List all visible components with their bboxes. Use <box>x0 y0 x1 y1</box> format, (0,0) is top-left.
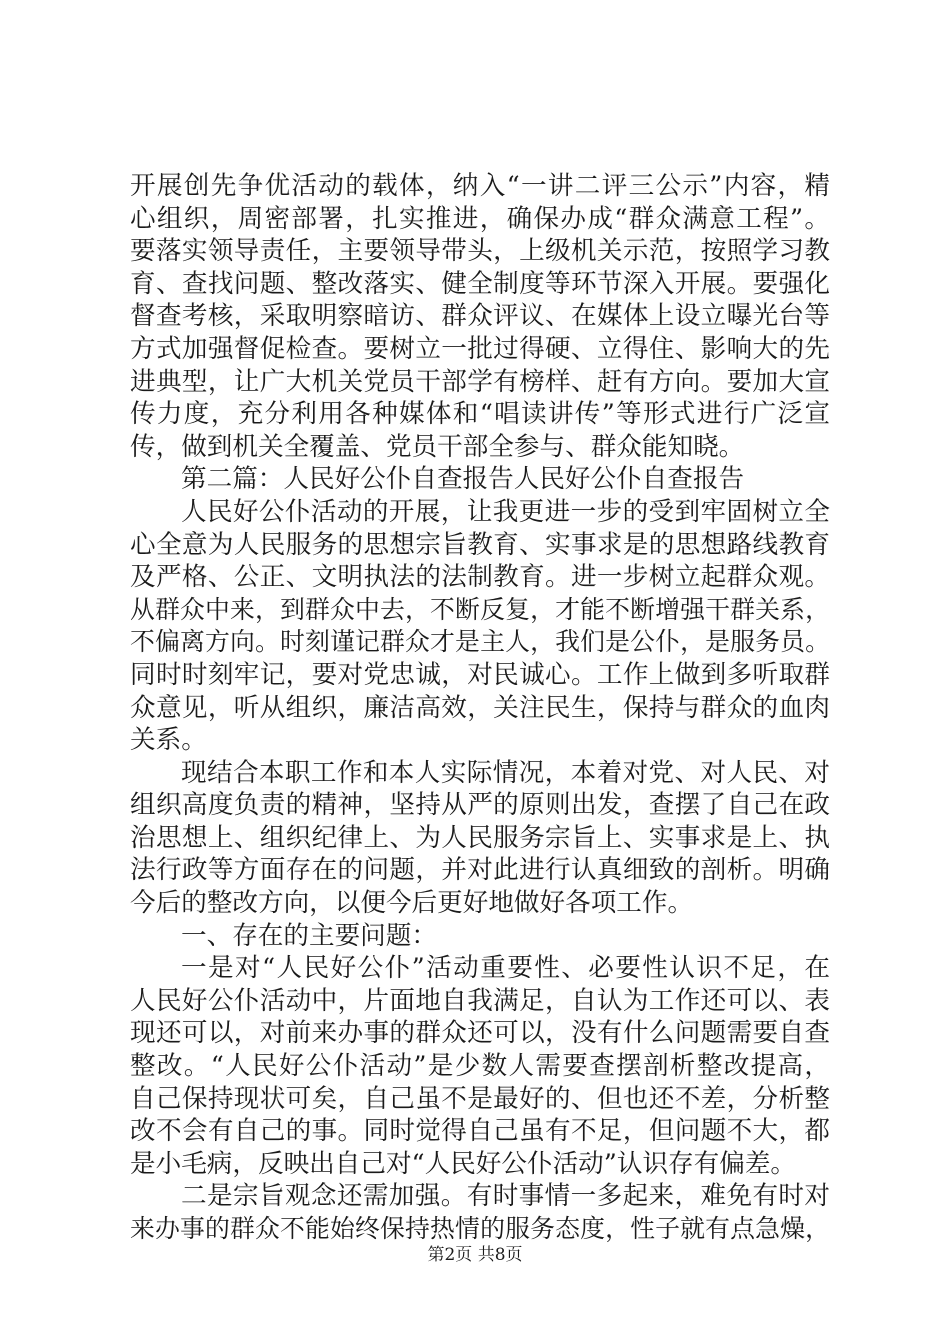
text-line: 从群众中来，到群众中去，不断反复，才能不断增强干群关系， <box>130 594 830 624</box>
text-line: 人民好公仆活动的开展，让我更进一步的受到牢固树立全 <box>181 496 830 527</box>
text-line: 二是宗旨观念还需加强。有时事情一多起来，难免有时对 <box>181 1181 830 1212</box>
section-heading: 第二篇：人民好公仆自查报告人民好公仆自查报告 <box>181 464 745 495</box>
text-line: 不偏离方向。时刻谨记群众才是主人，我们是公仆，是服务员。 <box>130 627 830 657</box>
text-line: 今后的整改方向，以便今后更好地做好各项工作。 <box>130 888 694 919</box>
text-line: 进典型，让广大机关党员干部学有榜样、赶有方向。要加大宣 <box>130 366 830 397</box>
text-line: 治思想上、组织纪律上、为人民服务宗旨上、实事求是上、执 <box>130 822 830 853</box>
text-line: 自己保持现状可矣，自己虽不是最好的、但也还不差，分析整 <box>130 1083 830 1114</box>
text-line: 传力度，充分利用各种媒体和“唱读讲传”等形式进行广泛宣 <box>130 399 830 430</box>
text-line: 心组织，周密部署，扎实推进，确保办成“群众满意工程”。 <box>130 203 830 234</box>
text-line: 组织高度负责的精神，坚持从严的原则出发，查摆了自己在政 <box>130 790 830 821</box>
text-line: 众意见，听从组织，廉洁高效，关注民生，保持与群众的血肉 <box>130 692 830 723</box>
text-line: 法行政等方面存在的问题，并对此进行认真细致的剖析。明确 <box>130 855 830 886</box>
text-line: 心全意为人民服务的思想宗旨教育、实事求是的思想路线教育 <box>130 529 830 560</box>
text-line: 关系。 <box>130 725 207 756</box>
text-line: 开展创先争优活动的载体，纳入“一讲二评三公示”内容，精 <box>130 171 830 201</box>
text-line: 整改。“人民好公仆活动”是少数人需要查摆剖析整改提高， <box>130 1051 830 1082</box>
text-line: 要落实领导责任，主要领导带头，上级机关示范，按照学习教 <box>130 236 830 267</box>
text-line: 传，做到机关全覆盖、党员干部全参与、群众能知晓。 <box>130 431 745 462</box>
text-line: 育、查找问题、整改落实、健全制度等环节深入开展。要强化 <box>130 268 830 299</box>
section-heading: 一、存在的主要问题： <box>181 920 437 951</box>
text-line: 现还可以，对前来办事的群众还可以，没有什么问题需要自查 <box>130 1018 830 1049</box>
text-line: 一是对“人民好公仆”活动重要性、必要性认识不足，在 <box>181 953 830 984</box>
text-line: 方式加强督促检查。要树立一批过得硬、立得住、影响大的先 <box>130 333 830 364</box>
text-line: 是小毛病，反映出自己对“人民好公仆活动”认识存有偏差。 <box>130 1148 797 1179</box>
page-number-footer: 第2页 共8页 <box>427 1245 523 1265</box>
text-line: 人民好公仆活动中，片面地自我满足，自认为工作还可以、表 <box>130 985 830 1016</box>
text-line: 现结合本职工作和本人实际情况，本着对党、对人民、对 <box>181 757 830 788</box>
text-line: 改不会有自己的事。同时觉得自己虽有不足，但问题不大，都 <box>130 1116 830 1147</box>
text-line: 来办事的群众不能始终保持热情的服务态度，性子就有点急燥， <box>130 1214 830 1243</box>
document-body <box>130 170 830 1246</box>
text-line: 督查考核，采取明察暗访、群众评议、在媒体上设立曝光台等 <box>130 301 830 332</box>
text-line: 同时时刻牢记，要对党忠诚，对民诚心。工作上做到多听取群 <box>130 659 830 690</box>
text-line: 及严格、公正、文明执法的法制教育。进一步树立起群众观。 <box>130 562 830 593</box>
